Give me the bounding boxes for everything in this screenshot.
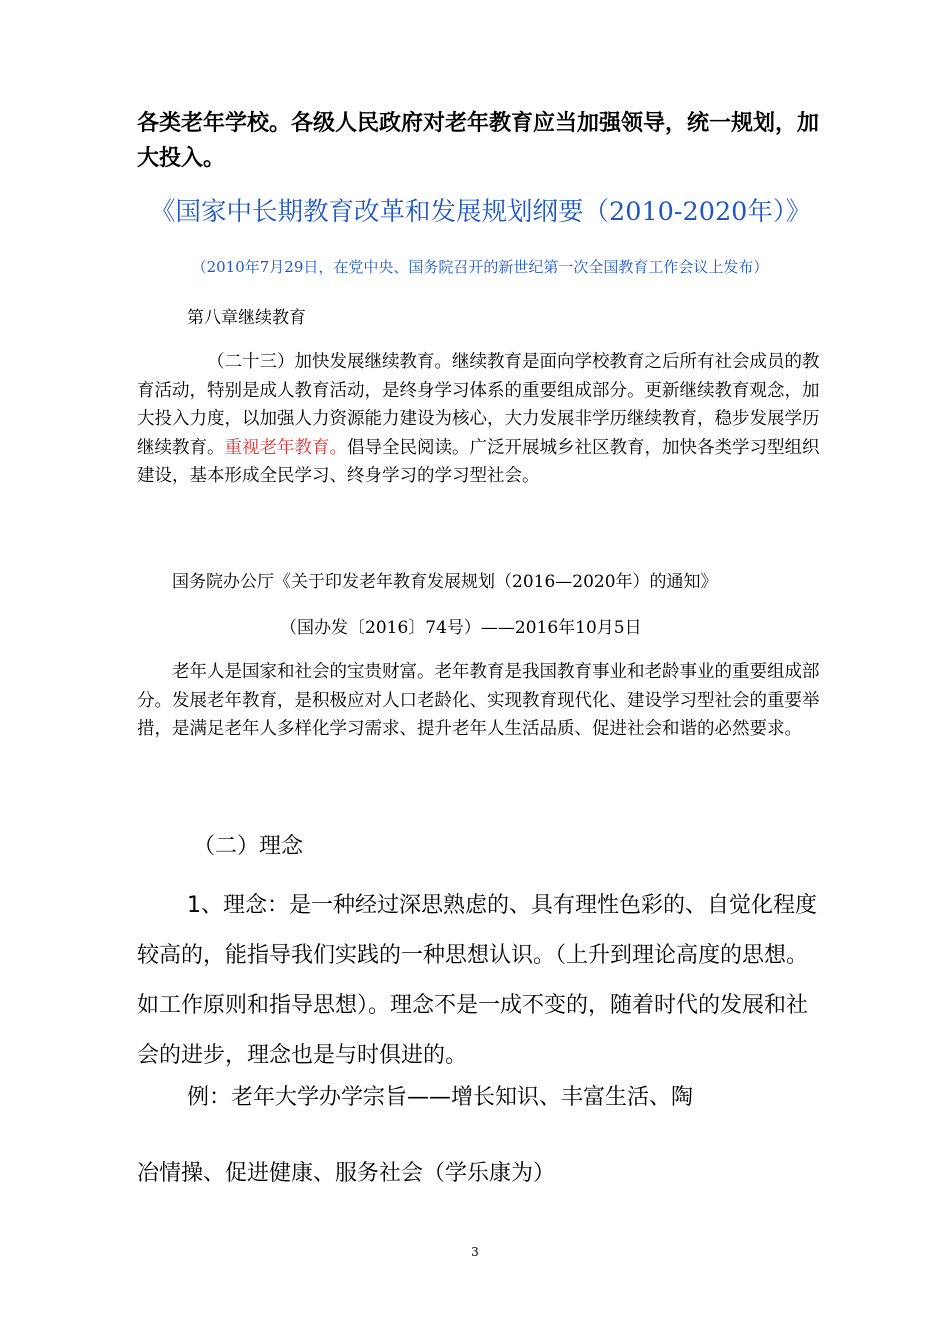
concept-paragraph-text: 1、理念：是一种经过深思熟虑的、具有理性色彩的、自觉化程度较高的，能指导我们实践的一种思想认识。（上升到理论高度的思想。如工作原则和指导思想）。理念不是一成不变的，随着时代的发展和社会的进步，理念也是与时俱进的。 [137, 893, 817, 1068]
page-number: 3 [471, 1245, 479, 1259]
notice-paragraph [137, 658, 827, 744]
notice-paragraph-text: 老年人是国家和社会的宝贵财富。老年教育是我国教育事业和老龄事业的重要组成部分。发展老年教育，是积极应对人口老龄化、实现教育现代化、建设学习型社会的重要举措，是满足老年人多样化学习需求、提升老年人生活品质、促进社会和谐的必然要求。 [137, 662, 820, 739]
paragraph-text-after: 倡导全民阅读。广泛开展城乡社区教育，加快各类学习型组织建设，基本形成全民学习、终身学习的学习型社会。 [137, 437, 820, 486]
section-heading: （二）理念 [193, 834, 304, 859]
concept-paragraph [137, 881, 827, 1081]
chapter-heading: 第八章继续教育 [187, 308, 306, 328]
notice-doc-number: （国办发〔2016〕74号）——2016年10月5日 [280, 618, 642, 638]
example-line-2: 冶情操、促进健康、服务社会（学乐康为） [137, 1161, 556, 1186]
notice-title: 国务院办公厅《关于印发老年教育发展规划（2016—2020年）的通知》 [172, 572, 718, 592]
continuing-education-paragraph [137, 348, 827, 491]
intro-paragraph: 各类老年学校。各级人民政府对老年教育应当加强领导，统一规划，加大投入。 [137, 111, 820, 171]
highlighted-text: 重视老年教育。 [224, 437, 347, 458]
outline-subtitle: （2010年7月29日，在党中央、国务院召开的新世纪第一次全国教育工作会议上发布） [191, 258, 769, 276]
paragraph-text-before: （二十三）加快发展继续教育。继续教育是面向学校教育之后所有社会成员的教育活动，特别是成人教育活动，是终身学习体系的重要组成部分。更新继续教育观念，加大投入力度，以加强人力资源能力建设为核心，大力发展非学历继续教育，稳步发展学历继续教育。 [137, 352, 820, 458]
outline-title: 《国家中长期教育改革和发展规划纲要（2010-2020年）》 [150, 197, 812, 227]
example-line-1: 例：老年大学办学宗旨——增长知识、丰富生活、陶 [187, 1085, 694, 1110]
